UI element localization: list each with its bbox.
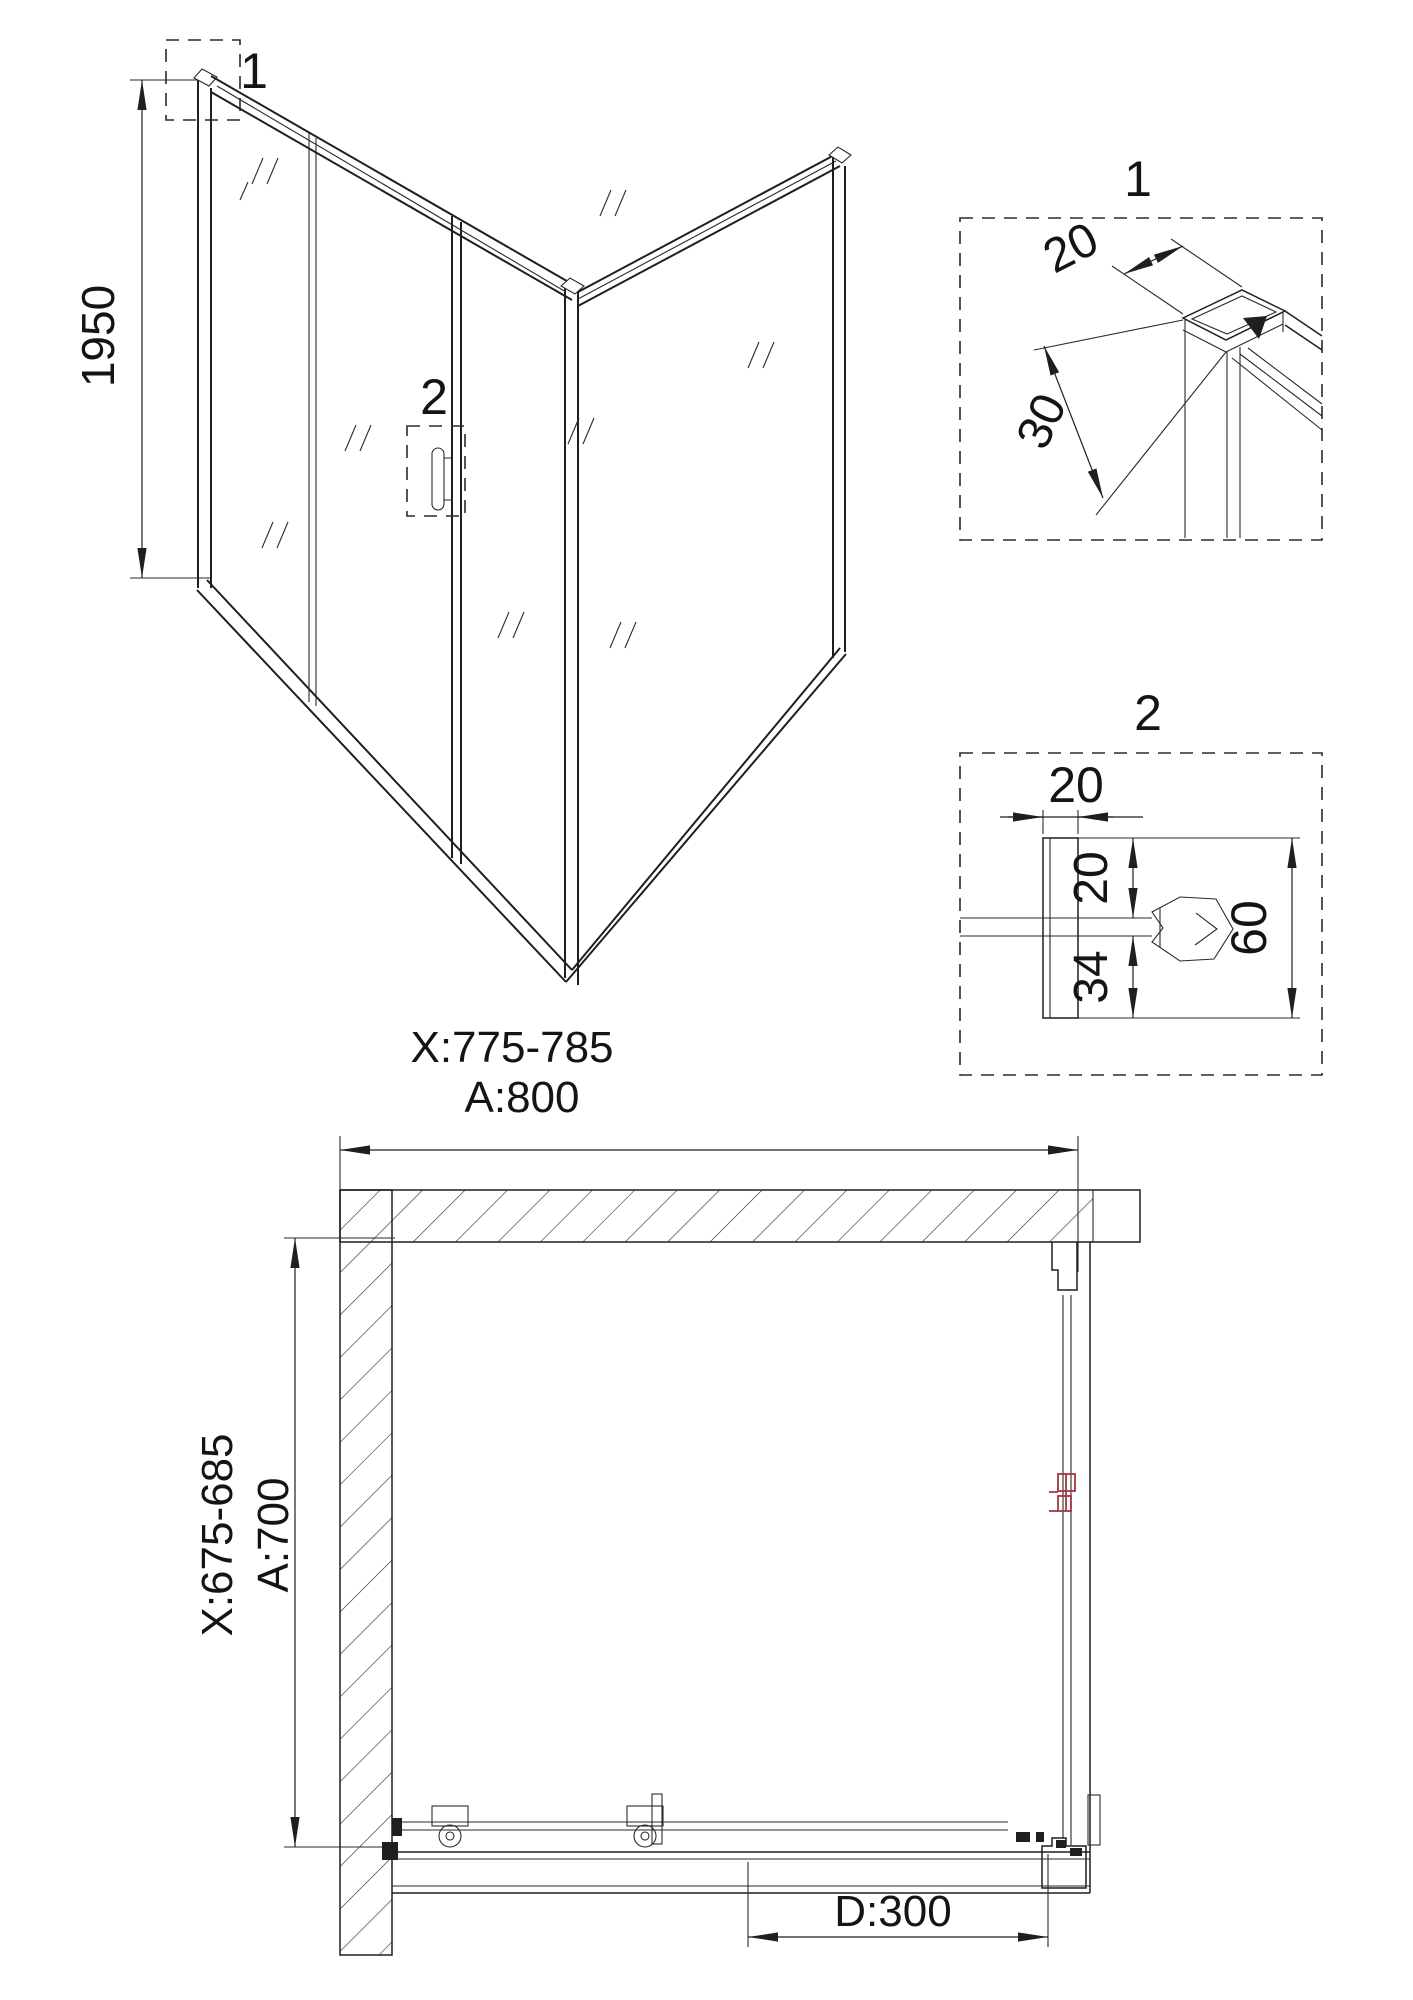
plan-width-label: A:800 — [464, 1073, 580, 1122]
detail-2-dim-60-label: 60 — [1221, 900, 1277, 956]
height-dimension-1950 — [72, 80, 210, 578]
detail-2-dim-34 — [1065, 936, 1133, 1018]
detail-1-profile — [1183, 290, 1322, 538]
plan-door-label: D:300 — [834, 1887, 952, 1936]
detail-1-dim-20-label: 20 — [1035, 212, 1107, 284]
plan-depth-range-label: X:675-685 — [193, 1433, 242, 1637]
isometric-view — [72, 40, 851, 985]
detail-2-dim-20-vert-label: 20 — [1065, 851, 1118, 905]
detail-1-view — [960, 151, 1322, 540]
detail-2-dim-20-top — [1000, 757, 1143, 834]
door-handle — [432, 448, 452, 510]
enclosure-frame — [194, 69, 851, 985]
plan-width-range-label: X:775-785 — [410, 1023, 614, 1072]
detail-1-title: 1 — [1124, 151, 1152, 207]
left-wall — [340, 1190, 392, 1955]
detail-2-dim-20-top-label: 20 — [1048, 757, 1104, 813]
plan-view — [193, 1023, 1140, 1955]
detail-1-dim-30 — [1007, 320, 1226, 515]
top-wall — [340, 1190, 1140, 1242]
plan-dim-door — [748, 1854, 1048, 1947]
side-panel-plan — [1042, 1242, 1100, 1893]
iso-height-label: 1950 — [72, 284, 124, 388]
detail-2-dim-34-label: 34 — [1065, 950, 1118, 1004]
plan-depth-label: A:700 — [249, 1477, 298, 1593]
detail-1-dim-30-label: 30 — [1006, 386, 1078, 457]
detail-2-callout — [407, 369, 465, 516]
detail-1-dim-20 — [1035, 212, 1242, 314]
detail-2-marker: 2 — [420, 369, 448, 425]
detail-2-dim-20-vertical — [1065, 838, 1133, 918]
detail-2-title: 2 — [1134, 685, 1162, 741]
roller-left — [432, 1806, 468, 1847]
detail-2-view — [960, 685, 1322, 1075]
door-track-plan — [382, 1794, 1090, 1893]
roller-right — [627, 1794, 663, 1847]
glass-reflection-marks — [240, 158, 774, 648]
detail-1-marker: 1 — [240, 43, 268, 99]
